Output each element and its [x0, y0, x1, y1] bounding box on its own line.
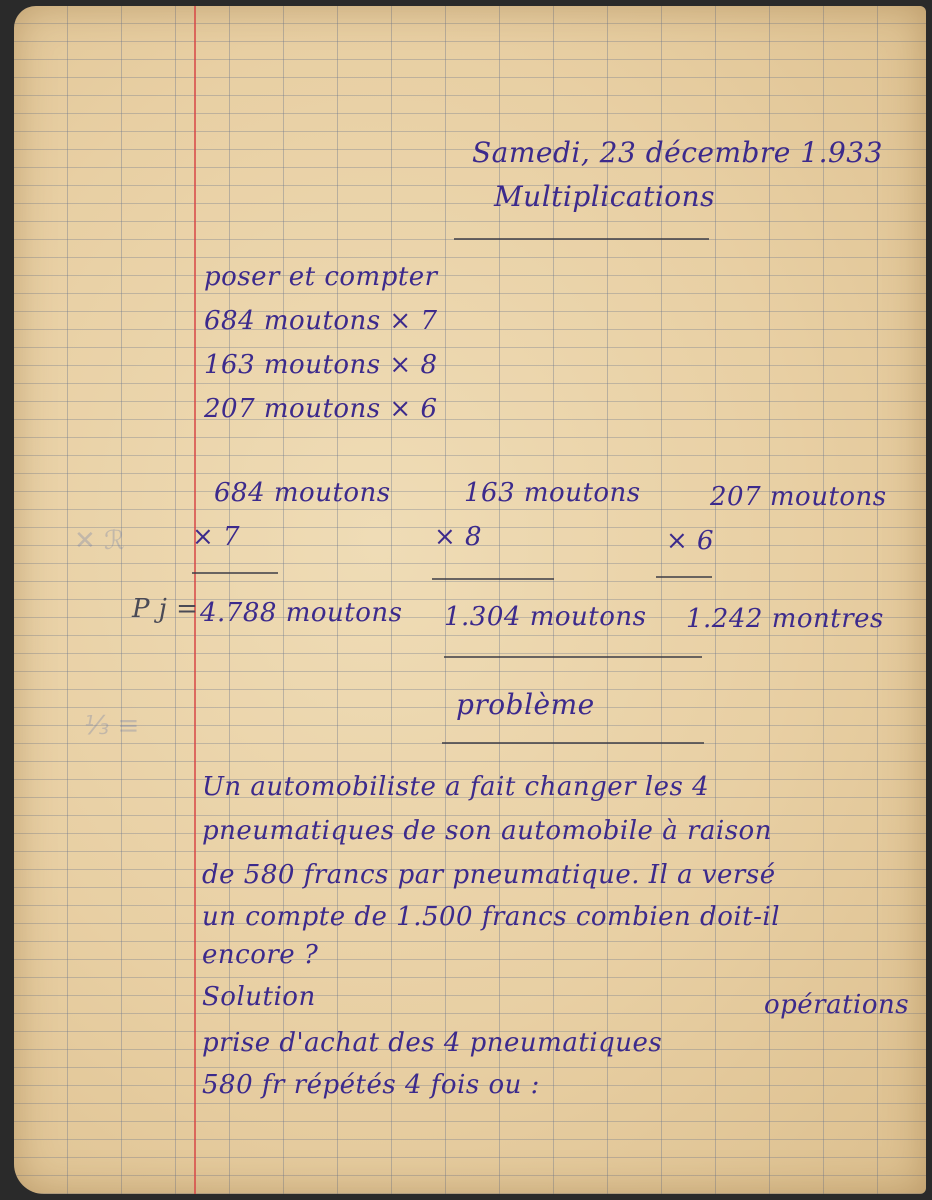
operation-multiplier: × 8: [434, 522, 483, 552]
problem-line: un compte de 1.500 francs combien doit-il: [202, 902, 781, 932]
show-through-mark: ✕ ℛ: [74, 526, 125, 556]
solution-label: Solution: [202, 982, 316, 1012]
operation-multiplier: × 7: [192, 522, 241, 552]
margin-grade-mark: P j =: [132, 594, 199, 624]
exercise-item: 207 moutons × 6: [204, 394, 438, 424]
section-divider: [444, 656, 702, 658]
problem-line: pneumatiques de son automobile à raison: [202, 816, 772, 846]
page-heading: Multiplications: [494, 180, 716, 213]
show-through-mark: ⅓ ≡: [84, 711, 140, 741]
exercise-instruction: poser et compter: [204, 262, 438, 292]
exercise-item: 163 moutons × 8: [204, 350, 438, 380]
problem-line: Un automobiliste a fait changer les 4: [202, 772, 710, 802]
operation-rule: [192, 572, 278, 574]
operation-top: 207 moutons: [710, 482, 887, 512]
date-line: Samedi, 23 décembre 1.933: [472, 136, 883, 169]
operation-rule: [656, 576, 712, 578]
operation-multiplier: × 6: [666, 526, 715, 556]
operation-rule: [432, 578, 554, 580]
heading-underline: [454, 238, 709, 240]
exercise-item: 684 moutons × 7: [204, 306, 438, 336]
notebook-page: [14, 6, 926, 1194]
operations-label: opérations: [764, 990, 910, 1020]
problem-underline: [442, 742, 704, 744]
problem-title: problème: [456, 688, 595, 721]
operation-result: 4.788 moutons: [200, 598, 403, 628]
operation-top: 684 moutons: [214, 478, 391, 508]
problem-line: de 580 francs par pneumatique. Il a versé: [202, 860, 776, 890]
solution-line: 580 fr répétés 4 fois ou :: [202, 1070, 540, 1100]
operation-top: 163 moutons: [464, 478, 641, 508]
operation-result: 1.242 montres: [686, 604, 884, 634]
solution-line: prise d'achat des 4 pneumatiques: [202, 1028, 663, 1058]
operation-result: 1.304 moutons: [444, 602, 647, 632]
problem-line: encore ?: [202, 940, 319, 970]
